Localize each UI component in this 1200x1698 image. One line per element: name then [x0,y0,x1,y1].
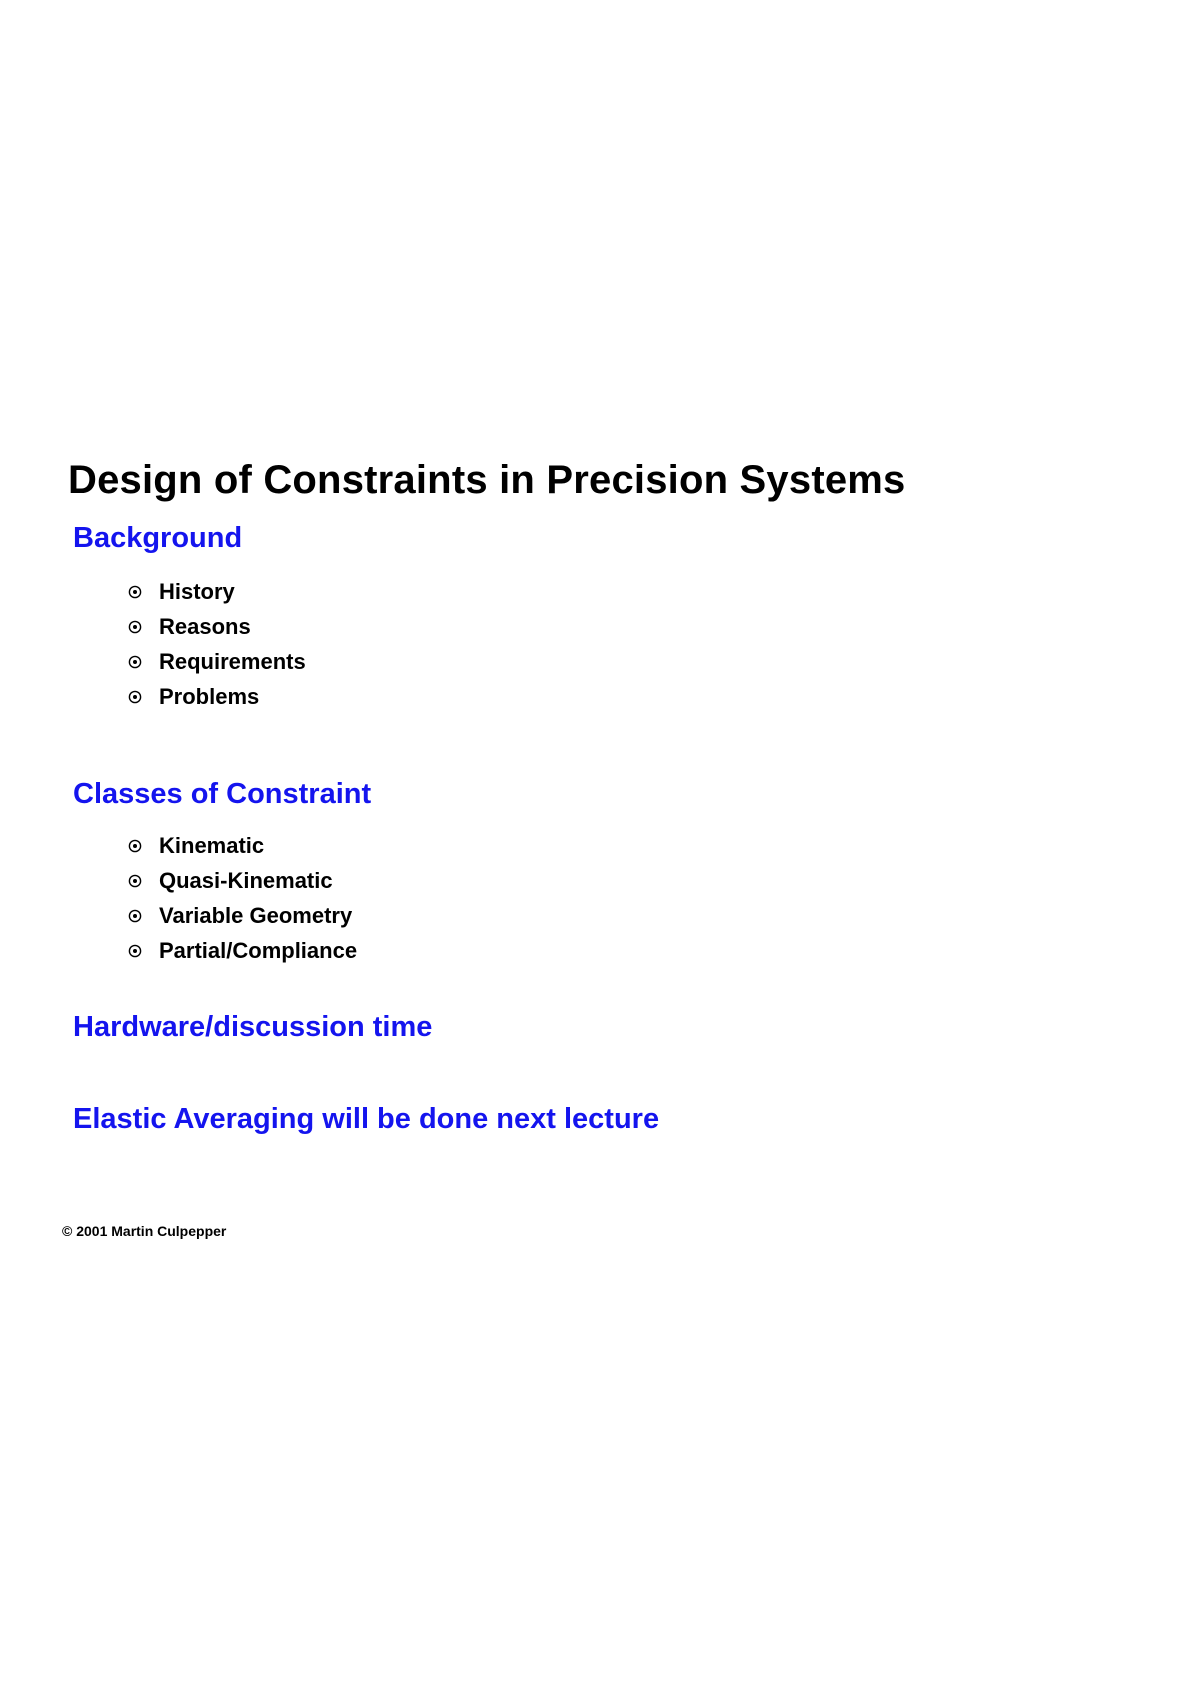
list-item [128,863,357,898]
list-item-label: Problems [159,683,260,709]
circled-dot-icon [128,620,142,634]
list-item [128,609,306,644]
section-heading-classes-of-constraint: Classes of Constraint [73,778,372,810]
circled-dot-icon [128,944,142,958]
circled-dot-icon [128,909,142,923]
circled-dot-icon [128,839,142,853]
list-item [128,644,306,679]
list-item [128,933,357,968]
list-item-label: Requirements [159,648,306,674]
list-item [128,679,306,714]
list-item [128,898,357,933]
copyright-footer: © 2001 Martin Culpepper [62,1223,227,1239]
list-item-label: Variable Geometry [159,902,353,928]
section-heading-elastic-averaging: Elastic Averaging will be done next lecture [73,1103,660,1135]
page-title: Design of Constraints in Precision Systems [68,458,906,502]
list-item [128,828,357,863]
circled-dot-icon [128,874,142,888]
list-item [128,574,306,609]
list-item-label: Kinematic [159,832,265,858]
list-item-label: Partial/Compliance [159,937,358,963]
list-item-label: Reasons [159,613,251,639]
circled-dot-icon [128,655,142,669]
list-item-label: History [159,578,235,604]
list-item-label: Quasi-Kinematic [159,867,333,893]
background-list [128,574,306,714]
section-heading-background: Background [73,522,243,554]
classes-list [128,828,357,968]
circled-dot-icon [128,690,142,704]
circled-dot-icon [128,585,142,599]
section-heading-hardware-discussion: Hardware/discussion time [73,1011,433,1043]
